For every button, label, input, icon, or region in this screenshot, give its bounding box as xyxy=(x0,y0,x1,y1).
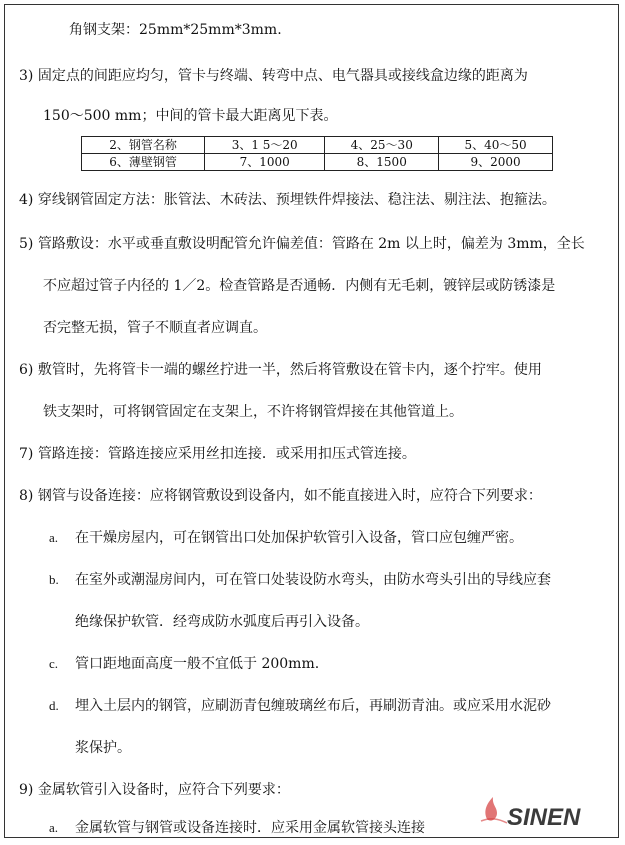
table-row xyxy=(82,154,553,171)
table-cell: 9、2000 xyxy=(439,154,553,171)
text-line-item-5-cont-2: 否完整无损，管子不顺直者应调直。 xyxy=(43,320,267,336)
table-cell: 4、25～30 xyxy=(325,137,439,154)
text-line-item-8c: 管口距地面高度一般不宜低于 200mm. xyxy=(75,656,320,672)
text-line-item-8d: 埋入土层内的钢管，应刷沥青包缠玻璃丝布后，再刷沥青油。或应采用水泥砂 xyxy=(75,698,551,714)
list-marker-c: c. xyxy=(49,656,59,671)
table-cell: 8、1500 xyxy=(325,154,439,171)
table-row xyxy=(82,137,553,154)
text-line-item-3: 3) 固定点的间距应均匀，管卡与终端、转弯中点、电气器具或接线盒边缘的距离为 xyxy=(19,68,528,84)
list-marker-a: a. xyxy=(49,530,59,545)
text-line-item-5-cont-1: 不应超过管子内径的 1／2。检查管路是否通畅．内侧有无毛刺，镀锌层或防锈漆是 xyxy=(43,278,556,294)
text-line-angle-steel-bracket: 角钢支架：25mm*25mm*3mm. xyxy=(69,22,282,38)
text-line-item-8b-cont: 绝缘保护软管．经弯成防水弧度后再引入设备。 xyxy=(75,614,369,630)
text-line-item-9: 9) 金属软管引入设备时，应符合下列要求： xyxy=(19,782,290,798)
text-line-item-6: 6) 敷管时，先将管卡一端的螺丝拧进一半，然后将管敷设在管卡内，逐个拧牢。使用 xyxy=(19,362,542,378)
table-cell: 5、40～50 xyxy=(439,137,553,154)
text-line-item-6-cont: 铁支架时，可将钢管固定在支架上，不许将钢管焊接在其他管道上。 xyxy=(43,404,463,420)
text-line-item-9a: 金属软管与钢管或设备连接时．应采用金属软管接头连接 xyxy=(75,820,425,836)
text-line-item-8: 8) 钢管与设备连接：应将钢管敷设到设备内，如不能直接进入时，应符合下列要求： xyxy=(19,488,542,504)
text-line-item-8a: 在干燥房屋内，可在钢管出口处加保护软管引入设备，管口应包缠严密。 xyxy=(75,530,523,546)
flame-icon xyxy=(481,797,507,823)
list-marker-9a: a. xyxy=(49,820,59,835)
watermark-text: SINEN xyxy=(507,804,581,831)
sinen-watermark-logo xyxy=(473,789,613,833)
list-marker-d: d. xyxy=(49,698,59,713)
table-cell: 2、钢管名称 xyxy=(82,137,205,154)
table-cell: 3、1 5～20 xyxy=(205,137,325,154)
pipe-clamp-spacing-table xyxy=(81,136,553,171)
text-line-item-8b: 在室外或潮湿房间内，可在管口处装设防水弯头，由防水弯头引出的导线应套 xyxy=(75,572,551,588)
table-cell: 6、薄壁钢管 xyxy=(82,154,205,171)
text-line-item-4: 4) 穿线钢管固定方法：胀管法、木砖法、预埋铁件焊接法、稳注法、剔注法、抱箍法。 xyxy=(19,192,556,208)
table-cell: 7、1000 xyxy=(205,154,325,171)
text-line-item-7: 7) 管路连接：管路连接应采用丝扣连接．或采用扣压式管连接。 xyxy=(19,446,416,462)
list-marker-b: b. xyxy=(49,572,59,587)
text-line-item-8d-cont: 浆保护。 xyxy=(75,740,131,756)
text-line-item-3-cont: 150～500 mm；中间的管卡最大距离见下表。 xyxy=(43,108,338,124)
text-line-item-5: 5) 管路敷设：水平或垂直敷设明配管允许偏差值：管路在 2m 以上时，偏差为 3mm，全长 xyxy=(19,236,585,252)
document-page xyxy=(4,4,619,838)
